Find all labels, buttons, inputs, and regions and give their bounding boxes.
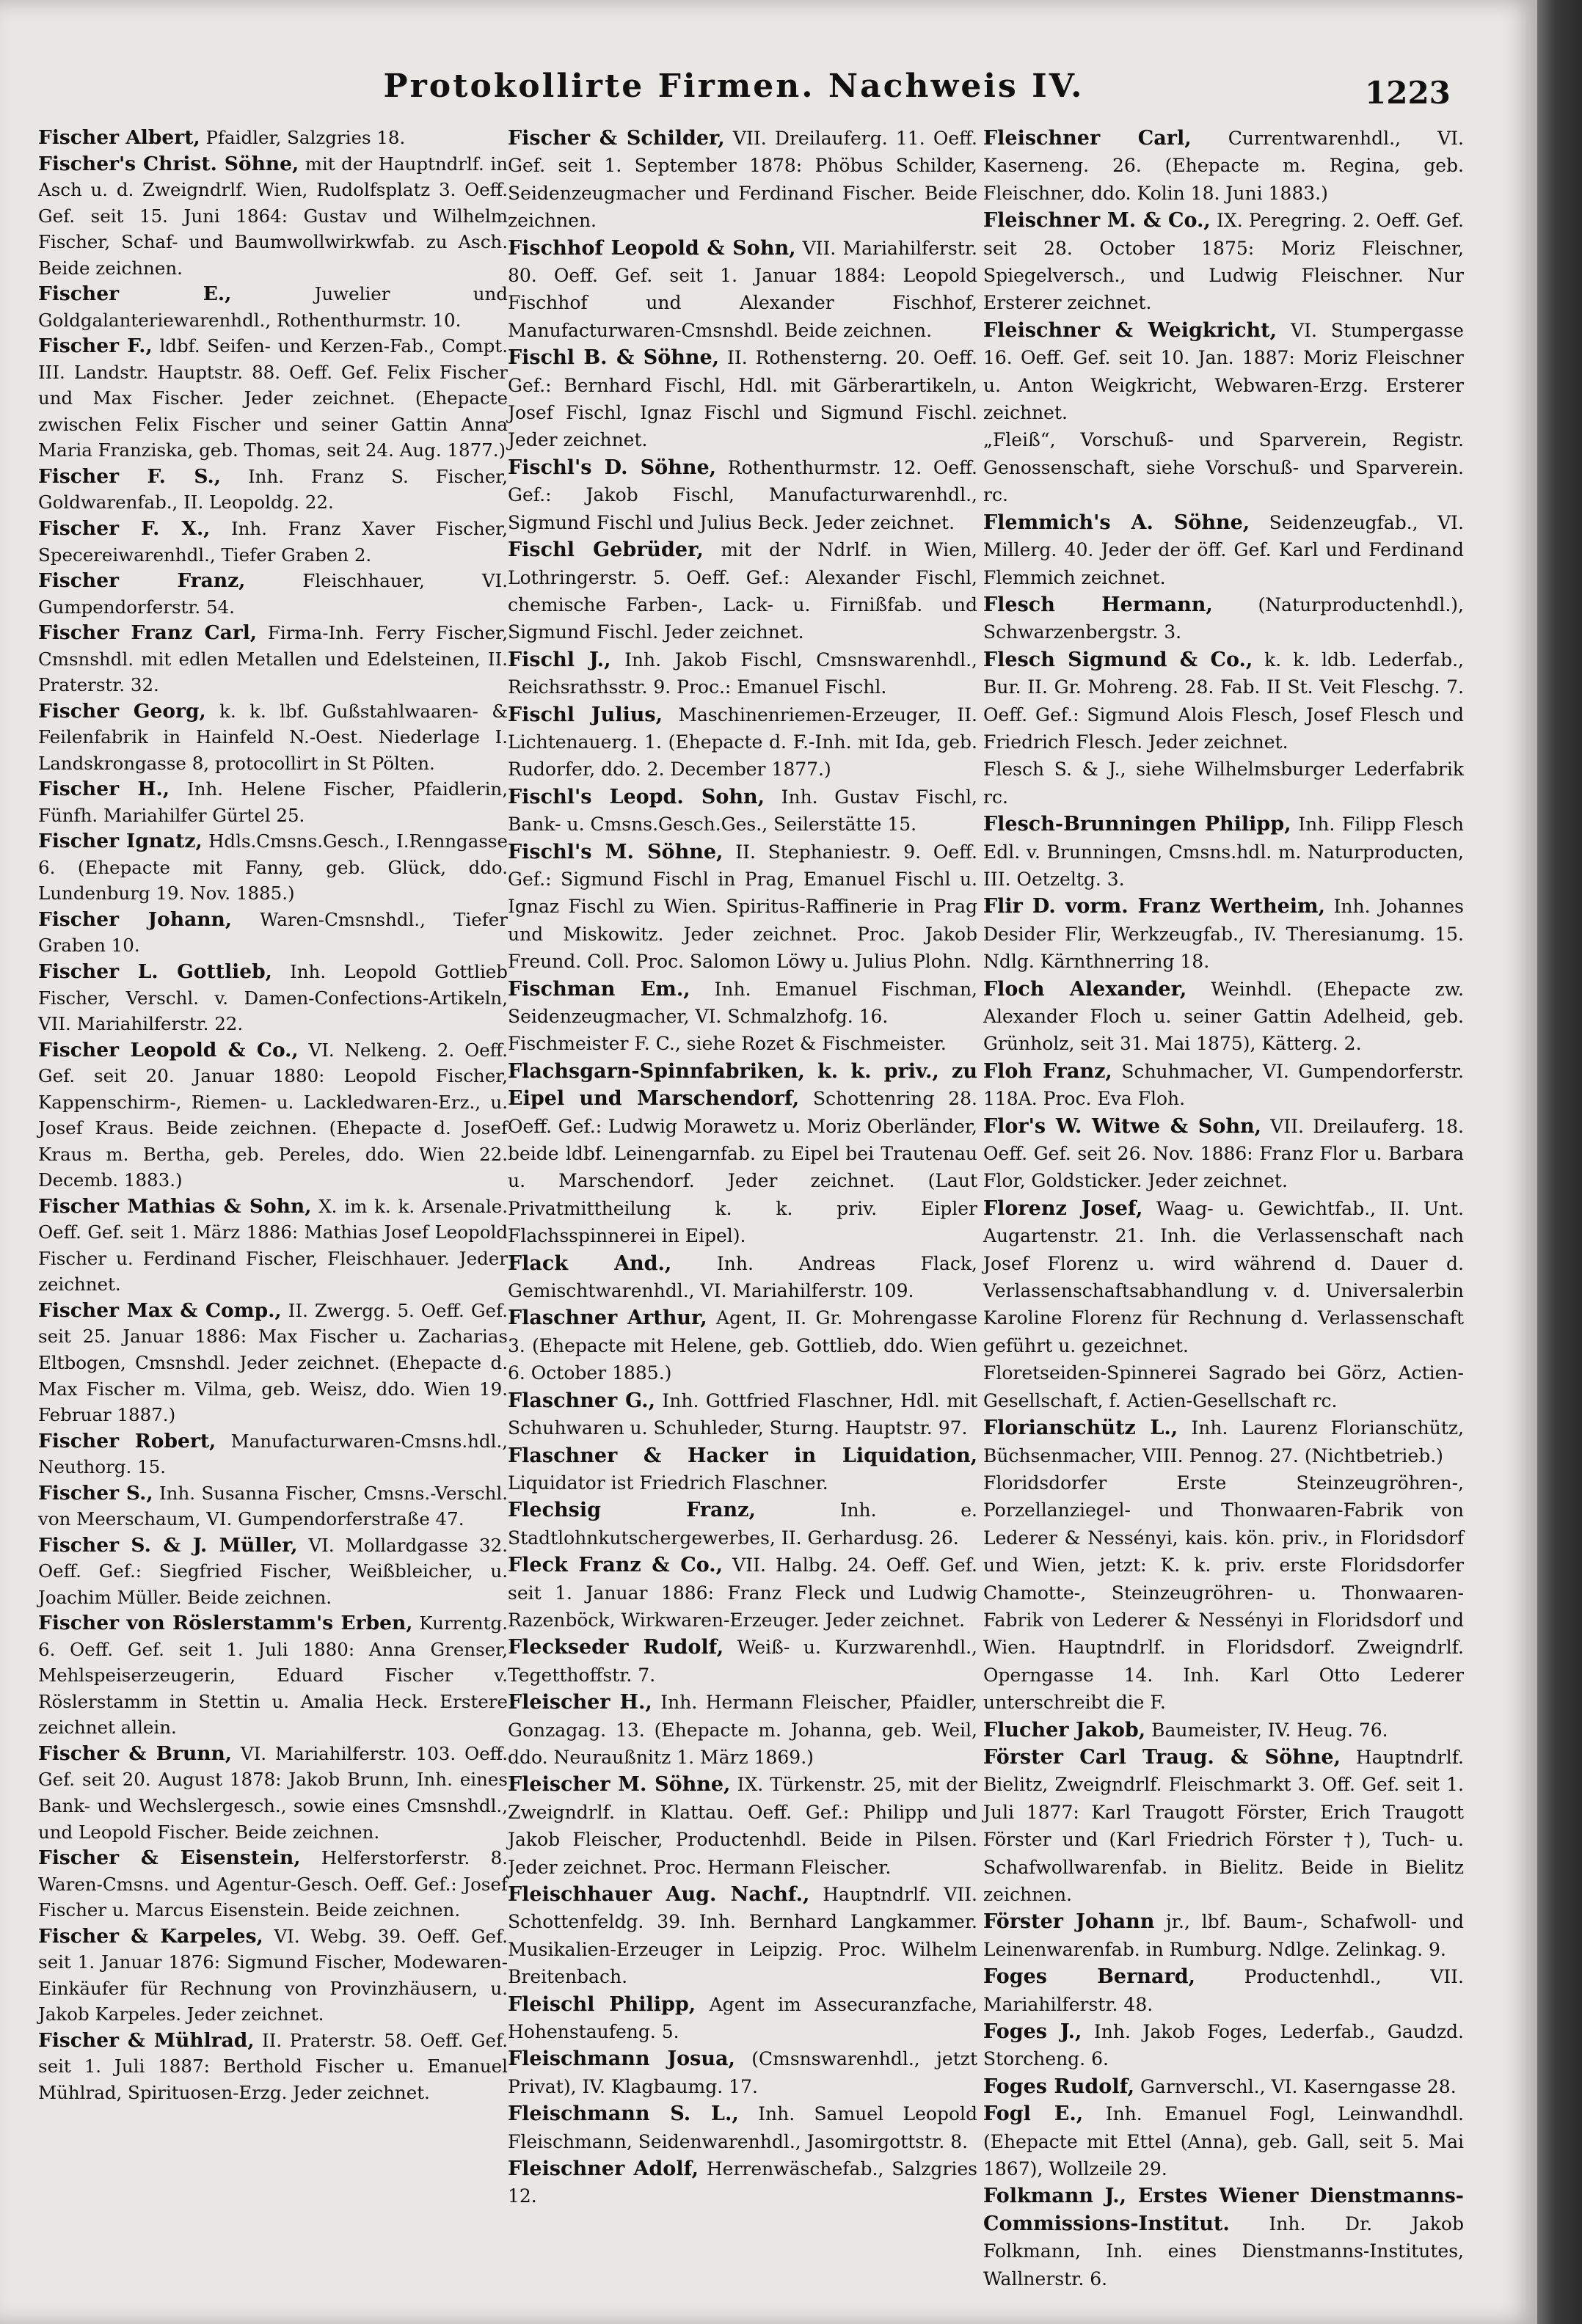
directory-entry	[983, 2018, 1464, 2073]
page-number: 1223	[1365, 75, 1451, 111]
directory-entry	[983, 976, 1464, 1058]
directory-entry	[983, 646, 1464, 756]
entry-text: Weinhdl. (Ehepacte zw. Alexander Floch u. seiner Gattin Adelheid, geb. Grünholz, seit 31. Mai 1875), Kätterg. 2.	[983, 978, 1464, 1055]
directory-entry	[983, 811, 1464, 893]
directory-entry	[38, 516, 508, 568]
directory-entry	[508, 2155, 977, 2210]
firm-name: Foges Rudolf,	[983, 2075, 1134, 2098]
directory-entry	[983, 1908, 1464, 1963]
firm-name: Flesch Sigmund & Co.,	[983, 648, 1253, 671]
firm-name: Flesch-Brunningen Philipp,	[983, 813, 1291, 836]
firm-name: Fleck Franz & Co.,	[508, 1554, 723, 1577]
directory-entry	[983, 317, 1464, 427]
entry-text: Fleischhauer, VI. Gumpendorferstr. 54.	[38, 570, 508, 618]
firm-name: Fischer & Eisenstein,	[38, 1846, 301, 1870]
directory-entry	[38, 2028, 508, 2106]
firm-name: Fischer H.,	[38, 778, 170, 801]
firm-name: Fleischner Carl,	[983, 127, 1192, 150]
entry-text: IX. Türkenstr. 25, mit der Zweigndrlf. in Klattau. Oeff. Gef.: Philipp und Jakob Fleischer, Productenhdl. Beide in Pilsen. Jeder zeichnet. Proc. Hermann Fleischer.	[508, 1774, 977, 1878]
entry-text: VI. Mollardgasse 32. Oeff. Gef.: Siegfried Fischer, Weißbleicher, u. Joachim Müller. Beide zeichnen.	[38, 1534, 508, 1608]
entry-text: ldbf. Seifen- und Kerzen-Fab., Compt. III. Landstr. Hauptstr. 88. Oeff. Gef. Felix Fischer und Max Fischer. Jeder zeichnet. (Ehepacte zwischen Felix Fischer und seiner Gattin Anna Maria Franziska, geb. Thomas, seit 24. Aug. 1877.)	[38, 335, 508, 461]
firm-name: Fischl B. & Söhne,	[508, 346, 720, 370]
entry-text: Helferstorferstr. 8. Waren-Cmsns. und Agentur-Gesch. Oeff. Gef.: Josef Fischer u. Marcus Eisenstein. Beide zeichnen.	[38, 1847, 508, 1921]
directory-entry	[508, 125, 977, 235]
entry-text: Inh. Dr. Jakob Folkmann, Inh. eines Dienstmanns-Institutes, Wallnerstr. 6.	[983, 2212, 1464, 2290]
entry-text: Hauptndrlf. Bielitz, Zweigndrlf. Fleischmarkt 3. Off. Gef. seit 1. Juli 1877: Karl Traugott Förster, Erich Traugott Förster und (Karl Friedrich Förster †), Tuch- u. Schafwollwarenfab. in Bielitz. Beide in Bielitz zeichnen.	[983, 1746, 1465, 1905]
entry-text: Inh. Leopold Gottlieb Fischer, Verschl. v. Damen-Confections-Artikeln, VII. Mariahilferstr. 22.	[38, 961, 508, 1035]
entry-text: Seidenzeugfab., VI. Millerg. 40. Jeder der öff. Gef. Karl und Ferdinand Flemmich zeichnet.	[983, 511, 1464, 588]
directory-entry	[983, 1058, 1464, 1113]
directory-entry	[508, 1387, 977, 1442]
entry-text: Currentwarenhdl., VI. Kaserneng. 26. (Ehepacte m. Regina, geb. Fleischner, ddo. Kolin 18. Juni 1883.)	[983, 128, 1464, 204]
firm-name: Fogl E.,	[983, 2102, 1084, 2126]
entry-text: Agent, II. Gr. Mohrengasse 3. (Ehepacte mit Helene, geb. Gottlieb, ddo. Wien 6. October 1885.)	[508, 1307, 977, 1384]
directory-entry	[38, 828, 508, 907]
entry-text: Inh. Jakob Fischl, Cmsnswarenhdl., Reichsrathsstr. 9. Proc.: Emanuel Fischl.	[508, 648, 977, 698]
firm-name: Flaschner G.,	[508, 1389, 655, 1412]
directory-entry	[508, 454, 977, 536]
directory-entry	[508, 1442, 977, 1497]
directory-entry	[508, 1552, 977, 1634]
firm-name: Fischer L. Gottlieb,	[38, 960, 272, 983]
firm-name: Florianschütz L.,	[983, 1417, 1178, 1440]
directory-entry	[508, 1030, 977, 1057]
firm-name: Flaschner & Hacker in Liquidation,	[508, 1444, 977, 1467]
firm-name: Fleischl Philipp,	[508, 1992, 696, 2016]
entry-text: Floridsdorfer Erste Steinzeugröhren-, Porzellanziegel- und Thonwaaren-Fabrik von Lederer & Nessényi, kais. kön. priv., in Floridsdorf und Wien, jetzt: K. k. priv. erste Floridsdorfer Chamotte-, Steinzeugröhren- u. Thonwaaren-Fabrik von Lederer & Nessényi in Floridsdorf und Wien. Hauptndrlf. in Floridsdorf. Zweigndrlf. Operngasse 14. Inh. Karl Otto Lederer unterschreibt die F.	[983, 1472, 1464, 1714]
firm-name: Fischer F.,	[38, 335, 153, 358]
directory-entry	[983, 591, 1464, 646]
directory-entry	[508, 235, 977, 345]
entry-text: VI. Stumpergasse 16. Oeff. Gef. seit 10. Jan. 1887: Moriz Fleischner u. Anton Weigkricht, Webwaren-Erzg. Ersterer zeichnet.	[983, 319, 1464, 424]
firm-name: Fischer Franz Carl,	[38, 621, 257, 645]
entry-text: II. Zwergg. 5. Oeff. Gef. seit 25. Januar 1886: Max Fischer u. Zacharias Eltbogen, Cmsnshdl. Jeder zeichnet. (Ehepacte d. Max Fischer m. Vilma, geb. Weisz, ddo. Wien 19. Februar 1887.)	[38, 1299, 508, 1426]
firm-name: Fischer & Schilder,	[508, 127, 725, 150]
entry-text: Herrenwäschefab., Salzgries 12.	[508, 2158, 977, 2207]
firm-name: Fischer Albert,	[38, 126, 200, 149]
directory-entry	[38, 464, 508, 516]
firm-name: Flesch Hermann,	[983, 593, 1213, 616]
firm-name: Fischer F. X.,	[38, 516, 211, 540]
firm-name: Fleischner M. & Co.,	[983, 209, 1211, 233]
entry-text: Liquidator ist Friedrich Flaschner.	[508, 1472, 828, 1494]
entry-text: Manufacturwaren-Cmsns.hdl., Neuthorg. 15.	[38, 1430, 508, 1478]
entry-text: jr., lbf. Baum-, Schafwoll- und Leinenwarenfab. in Rumburg. Ndlge. Zelinkag. 9.	[983, 1911, 1464, 1960]
directory-entry	[38, 1428, 508, 1480]
firm-name: Flor's W. Witwe & Sohn,	[983, 1114, 1261, 1138]
directory-entry	[38, 1194, 508, 1298]
entry-text: Fischmeister F. C., siehe Rozet & Fischmeister.	[508, 1033, 947, 1055]
directory-entry	[508, 1497, 977, 1552]
directory-entry	[983, 1414, 1464, 1469]
entry-text: Inh. Helene Fischer, Pfaidlerin, Fünfh. Mariahilfer Gürtel 25.	[38, 778, 508, 826]
entry-text: mit der Ndrlf. in Wien, Lothringerstr. 5. Oeff. Gef.: Alexander Fischl, chemische Farben-, Lack- u. Firnißfab. und Sigmund Fischl. Jeder zeichnet.	[508, 539, 977, 643]
firm-name: Fischl's D. Söhne,	[508, 456, 717, 479]
entry-text: Waag- u. Gewichtfab., II. Unt. Augartenstr. 21. Inh. die Verlassenschaft nach Josef Florenz u. wird während d. Dauer d. Verlassenschaftsabhandlung v. d. Universalerbin Karoline Florenz für Rechnung d. Verlassenschaft geführt u. gezeichnet.	[983, 1197, 1464, 1356]
directory-entry	[983, 893, 1464, 975]
directory-entry	[983, 1113, 1464, 1195]
firm-name: Fischer Robert,	[38, 1429, 216, 1452]
directory-entry	[38, 1298, 508, 1428]
firm-name: Fleischner Adolf,	[508, 2157, 699, 2181]
entry-text: Juwelier und Goldgalanteriewarenhdl., Rothenthurmstr. 10.	[38, 283, 508, 331]
firm-name: Fischer Mathias & Sohn,	[38, 1194, 312, 1218]
directory-entry	[983, 2073, 1464, 2100]
entry-text: Inh. Samuel Leopold Fleischmann, Seidenwarenhdl., Jasomirgottstr. 8.	[508, 2103, 978, 2152]
entry-text: Inh. Franz Xaver Fischer, Specereiwarenhdl., Tiefer Graben 2.	[38, 517, 508, 566]
directory-entry	[983, 509, 1464, 591]
directory-entry	[508, 1058, 977, 1250]
entry-text: Schuhmacher, VI. Gumpendorferstr. 118A. Proc. Eva Floh.	[983, 1060, 1465, 1110]
firm-name: Fischer's Christ. Söhne,	[38, 152, 299, 175]
entry-text: Pfaidler, Salzgries 18.	[200, 127, 406, 148]
directory-entry	[38, 333, 508, 464]
entry-text: Waren-Cmsnshdl., Tiefer Graben 10.	[38, 908, 508, 957]
directory-entry	[38, 1480, 508, 1532]
firm-name: Fischman Em.,	[508, 977, 690, 1001]
firm-name: Fischer Georg,	[38, 699, 206, 723]
firm-name: Fischl Julius,	[508, 703, 663, 726]
directory-entry	[38, 281, 508, 333]
directory-entry	[38, 1741, 508, 1845]
entry-text: Garnverschl., VI. Kaserngasse 28.	[1134, 2075, 1457, 2097]
entry-text: Firma-Inh. Ferry Fischer, Cmsnshdl. mit edlen Metallen und Edelsteinen, II. Praterstr. 32.	[38, 622, 508, 696]
page-title: Protokollirte Firmen. Nachweis IV.	[383, 67, 1085, 105]
directory-entry	[983, 426, 1464, 508]
entry-text: Inh. Andreas Flack, Gemischtwarenhdl., VI. Mariahilferstr. 109.	[508, 1252, 977, 1302]
directory-entry	[508, 1304, 977, 1386]
directory-entry	[983, 2100, 1464, 2182]
directory-entry	[508, 783, 977, 838]
entry-text: IX. Peregring. 2. Oeff. Gef. seit 28. October 1875: Moriz Fleischner, Spiegelversch., und Ludwig Fleischner. Nur Ersterer zeichnet.	[983, 210, 1464, 314]
entry-text: Inh. Emanuel Fogl, Leinwandhdl. (Ehepacte mit Ettel (Anna), geb. Gall, seit 5. Mai 1867), Wollzeile 29.	[983, 2103, 1465, 2180]
firm-name: Florenz Josef,	[983, 1196, 1143, 1220]
entry-text: Inh. Emanuel Fischman, Seidenzeugmacher, VI. Schmalzhofg. 16.	[508, 978, 977, 1027]
entry-text: VII. Dreilauferg. 18. Oeff. Gef. seit 26. Nov. 1886: Franz Flor u. Barbara Flor, Goldsticker. Jeder zeichnet.	[983, 1115, 1464, 1192]
directory-entry	[508, 536, 977, 646]
firm-name: Fleischhauer Aug. Nachf.,	[508, 1883, 810, 1906]
entry-text: Schottenring 28. Oeff. Gef.: Ludwig Morawetz u. Moriz Oberländer, beide ldbf. Leinengarnfab. zu Eipel bei Trautenau u. Marschendorf. Jeder zeichnet. (Laut Privatmittheilung k. k. priv. Eipler Flachsspinnerei in Eipel).	[508, 1088, 977, 1247]
entry-text: Inh. e. Stadtlohnkutschergewerbes, II. Gerhardusg. 26.	[508, 1499, 977, 1549]
directory-entry	[983, 756, 1464, 811]
directory-entry	[38, 151, 508, 282]
firm-name: Flucher Jakob,	[983, 1718, 1146, 1742]
firm-name: Fleischer M. Söhne,	[508, 1773, 731, 1797]
firm-name: Fischer S.,	[38, 1481, 153, 1505]
firm-name: Fischer & Karpeles,	[38, 1924, 263, 1948]
entry-text: k. k. ldb. Lederfab., Bur. II. Gr. Mohreng. 28. Fab. II St. Veit Fleschg. 7. Oeff. Gef.: Sigmund Alois Flesch, Josef Flesch und Friedrich Flesch. Jeder zeichnet.	[983, 648, 1464, 753]
entry-text: II. Praterstr. 58. Oeff. Gef. seit 1. Juli 1887: Berthold Fischer u. Emanuel Mühlrad, Spirituosen-Erzg. Jeder zeichnet.	[38, 2029, 508, 2103]
entry-text: Inh. Laurenz Florianschütz, Büchsenmacher, VIII. Pennog. 27. (Nichtbetrieb.)	[983, 1417, 1464, 1466]
entry-text: Rothenthurmstr. 12. Oeff. Gef.: Jakob Fischl, Manufacturwarenhdl., Sigmund Fischl und Julius Beck. Jeder zeichnet.	[508, 456, 977, 533]
entry-text: Productenhdl., VII. Mariahilferstr. 48.	[983, 1966, 1464, 2015]
entry-text: Inh. Johannes Desider Flir, Werkzeugfab., IV. Theresianumg. 15. Ndlg. Kärnthnerring 18.	[983, 896, 1464, 973]
directory-entry	[508, 1771, 977, 1881]
directory-entry	[508, 2100, 977, 2155]
firm-name: Fischl's Leopd. Sohn,	[508, 785, 765, 808]
entry-text: Inh. Jakob Foges, Lederfab., Gaudzd. Storcheng. 6.	[983, 2021, 1465, 2070]
entry-text: Inh. Hermann Fleischer, Pfaidler, Gonzagag. 13. (Ehepacte m. Johanna, geb. Weil, ddo. Neuraußnitz 1. März 1869.)	[508, 1692, 977, 1768]
directory-entry	[38, 620, 508, 698]
entry-text: VI. Nelkeng. 2. Oeff. Gef. seit 20. Januar 1880: Leopold Fischer, Kappenschirm-, Riemen- u. Lackledwaren-Erz., u. Josef Kraus. Beide zeichnen. (Ehepacte d. Josef Kraus m. Bertha, geb. Pereles, ddo. Wien 22. Decemb. 1883.)	[38, 1039, 508, 1191]
firm-name: Folkmann J., Erstes Wiener Dienstmanns-Commissions-Institut.	[983, 2185, 1464, 2235]
entry-text: k. k. lbf. Gußstahlwaaren- & Feilenfabrik in Hainfeld N.-Oest. Niederlage I. Landskrongasse 8, protocollirt in St Pölten.	[38, 700, 508, 774]
firm-name: Fischer S. & J. Müller,	[38, 1533, 298, 1557]
entry-text: Hdls.Cmsns.Gesch., I.Renngasse 6. (Ehepacte mit Fanny, geb. Glück, ddo. Lundenburg 19. Nov. 1885.)	[38, 830, 508, 905]
book-edge	[1537, 0, 1582, 2324]
directory-entry	[508, 1689, 977, 1771]
firm-name: Fischer & Mühlrad,	[38, 2028, 255, 2052]
entry-text: Inh. Filipp Flesch Edl. v. Brunningen, Cmsns.hdl. m. Naturproducten, III. Oetzeltg. 3.	[983, 814, 1464, 890]
directory-entry	[983, 125, 1464, 207]
firm-name: Fischer Ignatz,	[38, 830, 203, 853]
firm-name: Fischl's M. Söhne,	[508, 840, 723, 863]
firm-name: Flir D. vorm. Franz Wertheim,	[983, 895, 1325, 918]
entry-text: Inh. Susanna Fischer, Cmsns.-Verschl. von Meerschaum, VI. Gumpendorferstraße 47.	[38, 1482, 508, 1530]
firm-name: Flaschner Arthur,	[508, 1307, 707, 1330]
firm-name: Fleischmann Josua,	[508, 2047, 735, 2071]
firm-name: Flachsgarn-Spinnfabriken, k. k. priv., zu Eipel und Marschendorf,	[508, 1059, 977, 1111]
firm-name: Fleischmann S. L.,	[508, 2102, 739, 2126]
directory-entry	[983, 1717, 1464, 1744]
directory-entry	[38, 125, 508, 151]
entry-text: VII. Halbg. 24. Oeff. Gef. seit 1. Januar 1886: Franz Fleck und Ludwig Razenböck, Wirkwaren-Erzeuger. Jeder zeichnet.	[508, 1554, 977, 1631]
entry-text: „Fleiß“, Vorschuß- und Sparverein, Registr. Genossenschaft, siehe Vorschuß- und Sparverein. rc.	[983, 429, 1464, 506]
firm-name: Fleckseder Rudolf,	[508, 1636, 724, 1659]
directory-entry	[508, 976, 977, 1031]
directory-entry	[508, 2045, 977, 2100]
directory-entry	[38, 959, 508, 1037]
entry-text: VII. Dreilauferg. 11. Oeff. Gef. seit 1. September 1878: Phöbus Schilder, Seidenzeugmacher und Ferdinand Fischer. Beide zeichnen.	[508, 128, 977, 232]
column-3	[983, 125, 1464, 2292]
firm-name: Floh Franz,	[983, 1059, 1112, 1083]
entry-text: Maschinenriemen-Erzeuger, II. Lichtenauerg. 1. (Ehepacte d. F.-Inh. mit Ida, geb. Rudorfer, ddo. 2. December 1877.)	[508, 704, 977, 781]
entry-text: Agent im Assecuranzfache, Hohenstaufeng. 5.	[508, 1993, 977, 2043]
entry-text: Kurrentg. 6. Oeff. Gef. seit 1. Juli 1880: Anna Grenser, Mehlspeiserzeugerin, Eduard Fischer v. Röslerstamm in Stettin u. Amalia Heck. Erstere zeichnet allein.	[38, 1612, 508, 1739]
firm-name: Flemmich's A. Söhne,	[983, 511, 1250, 534]
entry-text: mit der Hauptndrlf. in Asch u. d. Zweigndrlf. Wien, Rudolfsplatz 3. Oeff. Gef. seit 15. Juni 1864: Gustav und Wilhelm Fischer, Schaf- und Baumwollwirkwfab. zu Asch. Beide zeichnen.	[38, 153, 508, 279]
firm-name: Fischer & Brunn,	[38, 1742, 232, 1765]
directory-entry	[38, 698, 508, 777]
firm-name: Fischl J.,	[508, 648, 611, 671]
entry-text: Inh. Gottfried Flaschner, Hdl. mit Schuhwaren u. Schuhleder, Sturng. Hauptstr. 97.	[508, 1389, 977, 1439]
directory-entry	[508, 838, 977, 976]
entry-text: Weiß- u. Kurzwarenhdl., Tegetthoffstr. 7.	[508, 1637, 977, 1686]
directory-entry	[508, 344, 977, 454]
entry-text: II. Rothensterng. 20. Oeff. Gef.: Bernhard Fischl, Hdl. mit Gärberartikeln, Josef Fischl, Ignaz Fischl und Sigmund Fischl. Jeder zeichnet.	[508, 347, 977, 451]
firm-name: Förster Johann	[983, 1910, 1155, 1934]
entry-text: Flesch S. & J., siehe Wilhelmsburger Lederfabrik rc.	[983, 759, 1464, 808]
entry-text: VI. Mariahilferstr. 103. Oeff. Gef. seit 20. August 1878: Jakob Brunn, Inh. eines Bank- und Wechslergesch., sowie eines Cmsnshdl., und Leopold Fischer. Beide zeichnen.	[38, 1742, 508, 1843]
directory-entry	[508, 701, 977, 783]
firm-name: Fischer F. S.,	[38, 464, 221, 488]
directory-entry	[38, 1923, 508, 2028]
directory-entry	[508, 1991, 977, 2046]
firm-name: Fischer von Röslerstamm's Erben,	[38, 1612, 413, 1635]
directory-entry	[983, 1963, 1464, 2018]
column-1	[38, 125, 508, 2105]
firm-name: Floch Alexander,	[983, 977, 1187, 1001]
directory-entry	[983, 1744, 1464, 1908]
directory-entry	[983, 1469, 1464, 1717]
directory-entry	[38, 1037, 508, 1194]
entry-text: VII. Mariahilferstr. 80. Oeff. Gef. seit 1. Januar 1884: Leopold Fischhof und Alexander Fischhof, Manufacturwaren-Cmsnshdl. Beide zeichnen.	[508, 237, 977, 341]
firm-name: Fischer Leopold & Co.,	[38, 1038, 299, 1061]
entry-text: X. im k. k. Arsenale. Oeff. Gef. seit 1. März 1886: Mathias Josef Leopold Fischer u. Ferdinand Fischer, Fleischhauer. Jeder zeichnet.	[38, 1195, 508, 1296]
firm-name: Fischer E.,	[38, 282, 232, 306]
firm-name: Förster Carl Traug. & Söhne,	[983, 1745, 1341, 1769]
entry-text: Floretseiden-Spinnerei Sagrado bei Görz, Actien-Gesellschaft, f. Actien-Gesellschaft rc.	[983, 1362, 1464, 1411]
directory-entry	[38, 1532, 508, 1611]
directory-entry	[983, 1359, 1464, 1414]
entry-text: (Naturproductenhdl.), Schwarzenbergstr. 3.	[983, 593, 1464, 643]
directory-entry	[983, 2182, 1464, 2292]
directory-entry	[983, 207, 1464, 317]
firm-name: Fischhof Leopold & Sohn,	[508, 236, 796, 260]
firm-name: Foges Bernard,	[983, 1965, 1195, 1989]
firm-name: Fischer Max & Comp.,	[38, 1298, 282, 1322]
directory-entry	[508, 646, 977, 701]
firm-name: Fischer Franz,	[38, 569, 246, 593]
firm-name: Fleischner & Weigkricht,	[983, 318, 1277, 342]
directory-entry	[38, 1610, 508, 1741]
firm-name: Fischer Johann,	[38, 907, 233, 931]
entry-text: Inh. Franz S. Fischer, Goldwarenfab., II. Leopoldg. 22.	[38, 465, 508, 514]
directory-entry	[38, 776, 508, 828]
entry-text: (Cmsnswarenhdl., jetzt Privat), IV. Klagbaumg. 17.	[508, 2048, 977, 2097]
entry-text: II. Stephaniestr. 9. Oeff. Gef.: Sigmund Fischl in Prag, Emanuel Fischl u. Ignaz Fischl zu Wien. Spiritus-Raffinerie in Prag und Miskowitz. Jeder zeichnet. Proc. Jakob Freund. Coll. Proc. Salomon Löwy u. Julius Plohn.	[508, 841, 977, 973]
firm-name: Fischl Gebrüder,	[508, 538, 704, 562]
entry-text: VI. Webg. 39. Oeff. Gef. seit 1. Januar 1876: Sigmund Fischer, Modewaren-Einkäufer für Rechnung von Provinzhäusern, u. Jakob Karpeles. Jeder zeichnet.	[38, 1925, 508, 2025]
directory-entry	[508, 1250, 977, 1305]
firm-name: Flack And.,	[508, 1251, 672, 1275]
firm-name: Flechsig Franz,	[508, 1499, 756, 1522]
directory-entry	[508, 1634, 977, 1689]
directory-entry	[38, 907, 508, 959]
directory-entry	[508, 1881, 977, 1991]
entry-text: Baumeister, IV. Heug. 76.	[1145, 1719, 1388, 1741]
directory-entry	[38, 568, 508, 620]
firm-name: Foges J.,	[983, 2020, 1082, 2044]
directory-entry	[38, 1845, 508, 1923]
entry-text: Inh. Gustav Fischl, Bank- u. Cmsns.Gesch.Ges., Seilerstätte 15.	[508, 786, 978, 836]
entry-text: Hauptndrlf. VII. Schottenfeldg. 39. Inh. Bernhard Langkammer. Musikalien-Erzeuger in Leipzig. Proc. Wilhelm Breitenbach.	[508, 1884, 977, 1988]
directory-entry	[983, 1195, 1464, 1359]
firm-name: Fleischer H.,	[508, 1691, 652, 1714]
column-2	[508, 125, 977, 2210]
